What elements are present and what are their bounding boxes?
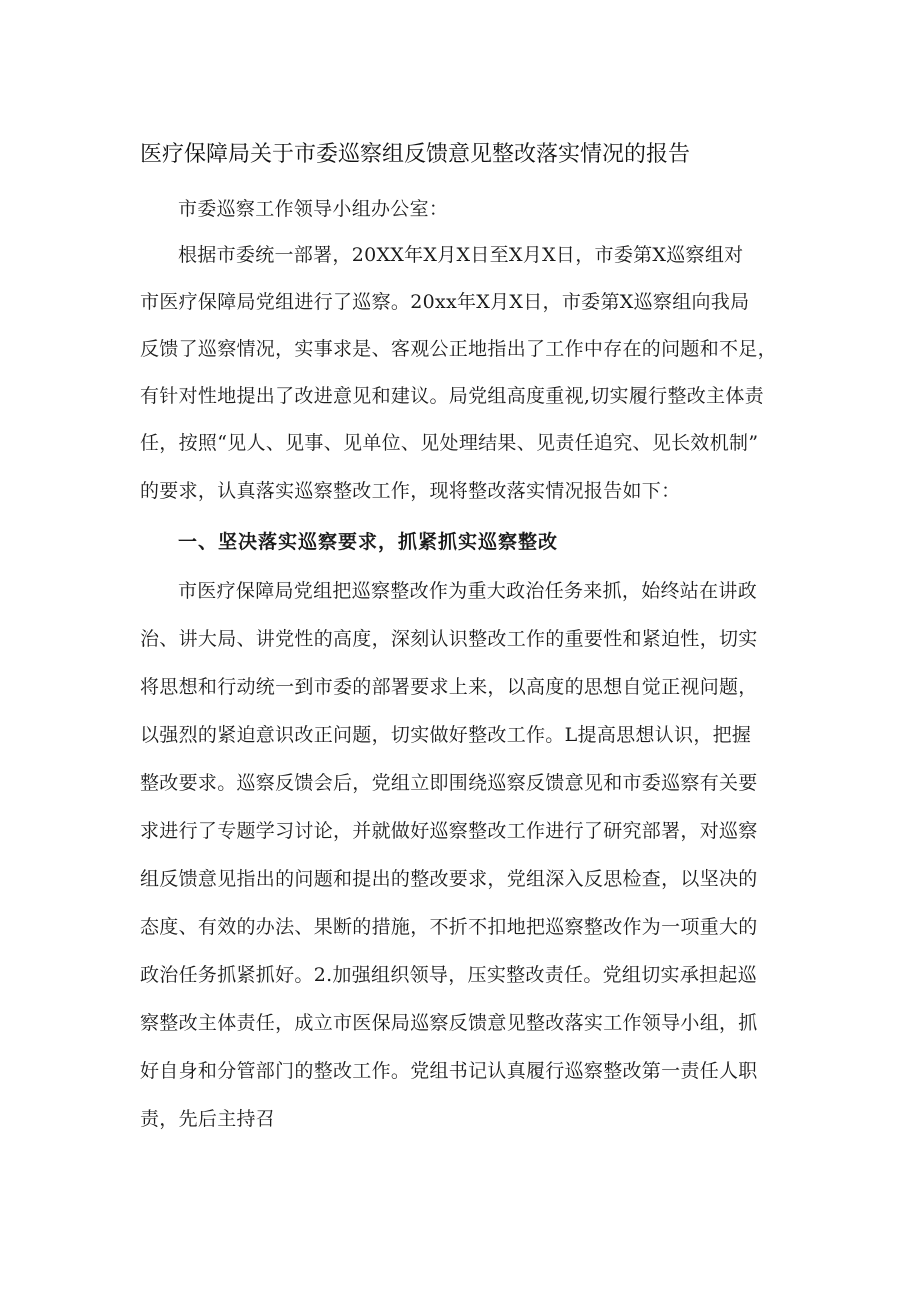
paragraph2-line: 政治任务抓紧抓好。2.加强组织领导，压实整改责任。党组切实承担起巡 xyxy=(140,964,758,986)
paragraph2-line: 求进行了专题学习讨论，并就做好巡察整改工作进行了研究部署，对巡察 xyxy=(140,820,758,842)
paragraph2-line: 好自身和分管部门的整改工作。党组书记认真履行巡察整改第一责任人职 xyxy=(140,1060,758,1082)
document-title: 医疗保障局关于市委巡察组反馈意见整改落实情况的报告 xyxy=(140,142,691,167)
paragraph1-line: 的要求，认真落实巡察整改工作，现将整改落实情况报告如下： xyxy=(140,480,681,502)
paragraph2-line: 将思想和行动统一到市委的部署要求上来，以高度的思想自觉正视问题， xyxy=(140,676,758,698)
paragraph1-line: 根据市委统一部署，20XX年X月X日至X月X日，市委第X巡察组对 xyxy=(178,244,744,266)
paragraph2-line: 态度、有效的办法、果断的措施，不折不扣地把巡察整改作为一项重大的 xyxy=(140,916,758,938)
paragraph2-line: 市医疗保障局党组把巡察整改作为重大政治任务来抓，始终站在讲政 xyxy=(178,580,758,602)
paragraph2-line: 以强烈的紧迫意识改正问题，切实做好整改工作。L提高思想认识，把握 xyxy=(140,724,752,746)
paragraph2-line: 整改要求。巡察反馈会后，党组立即围绕巡察反馈意见和市委巡察有关要 xyxy=(140,772,758,794)
paragraph2-line: 察整改主体责任，成立市医保局巡察反馈意见整改落实工作领导小组，抓 xyxy=(140,1012,758,1034)
paragraph1-line: 有针对性地提出了改进意见和建议。局党组高度重视,切实履行整改主体责 xyxy=(140,385,764,407)
section1-heading: 一、坚决落实巡察要求，抓紧抓实巡察整改 xyxy=(178,531,559,553)
paragraph2-line: 组反馈意见指出的问题和提出的整改要求，党组深入反思检查，以坚决的 xyxy=(140,868,758,890)
paragraph1-line: 市医疗保障局党组进行了巡察。20xx年X月X日，市委第X巡察组向我局 xyxy=(140,291,750,313)
paragraph2-line: 责，先后主持召 xyxy=(140,1108,276,1130)
paragraph2-line: 治、讲大局、讲党性的高度，深刻认识整改工作的重要性和紧迫性，切实 xyxy=(140,628,758,650)
paragraph1-line: 任，按照“见人、见事、见单位、见处理结果、见责任追究、见长效机制” xyxy=(140,432,759,454)
salutation: 市委巡察工作领导小组办公室： xyxy=(178,198,449,220)
paragraph1-line: 反馈了巡察情况，实事求是、客观公正地指出了工作中存在的问题和不足， xyxy=(140,338,777,360)
